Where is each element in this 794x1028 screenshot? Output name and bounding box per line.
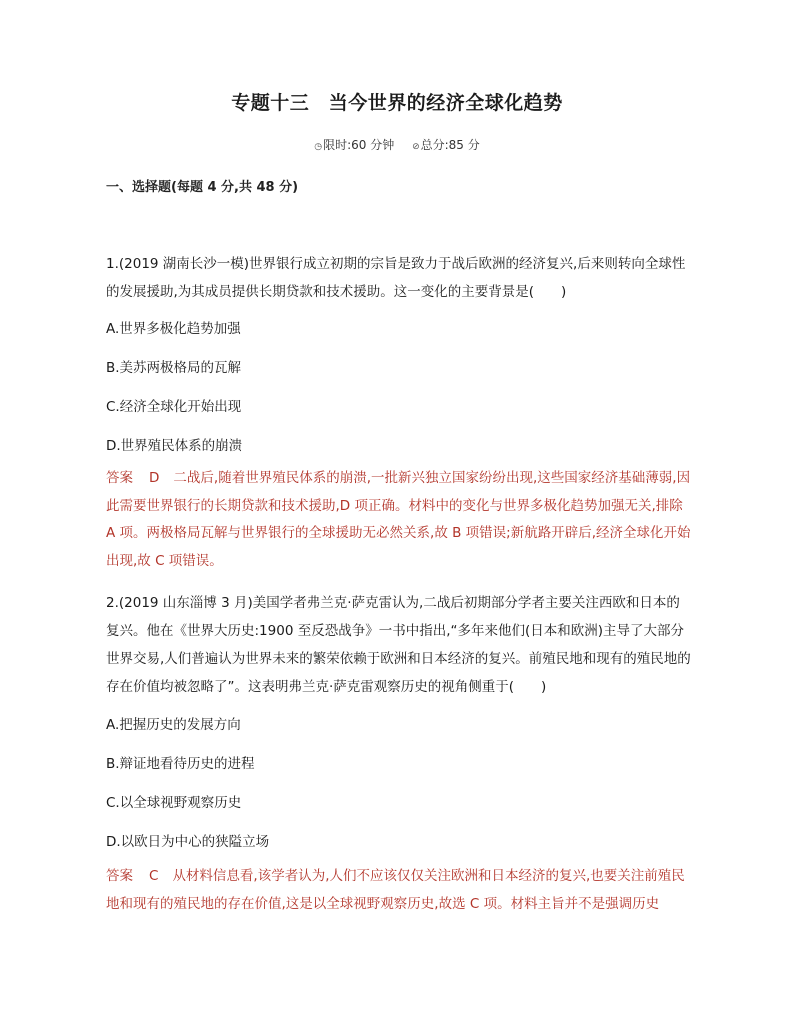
- question-1-option-d: D.世界殖民体系的崩溃: [106, 438, 243, 454]
- time-limit: [314, 138, 394, 152]
- question-2-stem: 2.(2019 山东淄博 3 月)美国学者弗兰克·萨克雷认为,二战后初期部分学者主要关注西欧和日本的复兴。他在《世界大历史:1900 至反恐战争》一书中指出,“多年来他们(日本和欧洲)主导了大部分世界交易,人们普遍认为世界未来的繁荣依赖于欧洲和日本经济的复兴。前殖民地和现有的殖民地的存在价值均被忽略了”。这表明弗兰克·萨克雷观察历史的视角侧重于( ): [106, 595, 691, 695]
- answer-explanation: 从材料信息看,该学者认为,人们不应该仅仅关注欧洲和日本经济的复兴,也要关注前殖民地和现有的殖民地的存在价值,这是以全球视野观察历史,故选 C 项。材料主旨并不是强调历史: [106, 868, 685, 912]
- clock-icon: ◷: [314, 142, 323, 152]
- answer-key-label: 答案: [106, 868, 133, 884]
- question-2-option-d: D.以欧日为中心的狭隘立场: [106, 834, 270, 850]
- question-2-option-a: A.把握历史的发展方向: [106, 717, 241, 733]
- question-1-option-c: C.经济全球化开始出现: [106, 399, 242, 415]
- answer-letter: C: [149, 868, 159, 884]
- question-1-option-a: A.世界多极化趋势加强: [106, 321, 241, 337]
- answer-key-label: 答案: [106, 470, 133, 486]
- time-limit-label: 限时:60 分钟: [323, 138, 395, 152]
- page-title: 专题十三 当今世界的经济全球化趋势: [231, 92, 563, 114]
- section-heading: 一、选择题(每题 4 分,共 48 分): [106, 180, 299, 195]
- question-2-option-b: B.辩证地看待历史的进程: [106, 756, 255, 772]
- answer-explanation: 二战后,随着世界殖民体系的崩溃,一批新兴独立国家纷纷出现,这些国家经济基础薄弱,因此需要世界银行的长期贷款和技术援助,D 项正确。材料中的变化与世界多极化趋势加强无关,排除 A 项。两极格局瓦解与世界银行的全球援助无必然关系,故 B 项错误;新航路开辟后,经济全球化开始出现,故 C 项错误。: [106, 470, 691, 569]
- question-1-stem: 1.(2019 湖南长沙一模)世界银行成立初期的宗旨是致力于战后欧洲的经济复兴,后来则转向全球性的发展援助,为其成员提供长期贷款和技术援助。这一变化的主要背景是( ): [106, 256, 686, 300]
- answer-letter: D: [149, 470, 160, 486]
- question-1-answer: [106, 465, 691, 575]
- exam-meta: [0, 136, 794, 153]
- total-score: [412, 138, 480, 152]
- question-1-option-b: B.美苏两极格局的瓦解: [106, 360, 242, 376]
- question-2-answer: [106, 863, 691, 918]
- check-circle-icon: ⊘: [412, 142, 420, 152]
- total-score-label: 总分:85 分: [420, 138, 480, 152]
- question-2-option-c: C.以全球视野观察历史: [106, 795, 242, 811]
